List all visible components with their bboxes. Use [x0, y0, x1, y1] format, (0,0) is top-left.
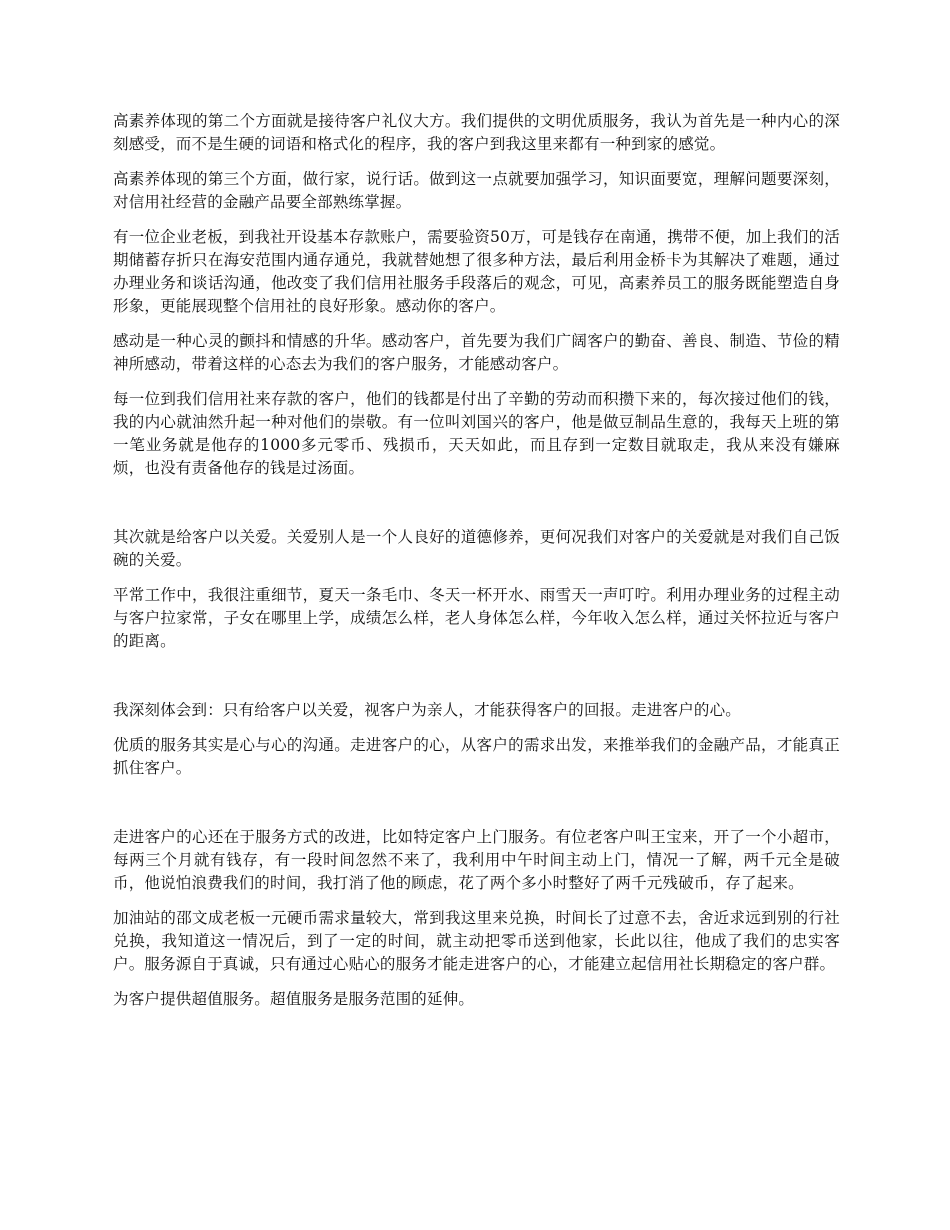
- paragraph: 有一位企业老板，到我社开设基本存款账户，需要验资50万，可是钱存在南通，携带不便，加上我们的活期储蓄存折只在海安范围内通存通兑，我就替她想了很多种方法，最后利用金桥卡为其解决了难题，通过办理业务和谈话沟通，他改变了我们信用社服务手段落后的观念，可见，高素养员工的服务既能塑造自身形象，更能展现整个信用社的良好形象。感动你的客户。: [113, 228, 840, 315]
- paragraph: 平常工作中，我很注重细节，夏天一条毛巾、冬天一杯开水、雨雪天一声叮咛。利用办理业务的过程主动与客户拉家常，子女在哪里上学，成绩怎么样，老人身体怎么样，今年收入怎么样，通过关怀拉近与客户的距离。: [113, 586, 840, 650]
- paragraph: 为客户提供超值服务。超值服务是服务范围的延伸。: [113, 990, 475, 1008]
- document-body: [113, 110, 840, 1023]
- paragraph: 优质的服务其实是心与心的沟通。走进客户的心，从客户的需求出发，来推举我们的金融产品，才能真正抓住客户。: [113, 736, 840, 777]
- paragraph: 走进客户的心还在于服务方式的改进，比如特定客户上门服务。有位老客户叫王宝来，开了一个小超市，每两三个月就有钱存，有一段时间忽然不来了，我利用中午时间主动上门，情况一了解，两千元全是破币，他说怕浪费我们的时间，我打消了他的顾虑，花了两个多小时整好了两千元残破币，存了起来。: [113, 828, 840, 892]
- paragraph: 每一位到我们信用社来存款的客户，他们的钱都是付出了辛勤的劳动而积攒下来的，每次接过他们的钱，我的内心就油然升起一种对他们的崇敬。有一位叫刘国兴的客户，他是做豆制品生意的，我每天上班的第一笔业务就是他存的1000多元零币、残损币，天天如此，而且存到一定数目就取走，我从来没有嫌麻烦，也没有责备他存的钱是过汤面。: [113, 390, 840, 477]
- paragraph: 高素养体现的第三个方面，做行家，说行话。做到这一点就要加强学习，知识面要宽，理解问题要深刻，对信用社经营的金融产品要全部熟练掌握。: [113, 170, 840, 211]
- paragraph: 加油站的邵文成老板一元硬币需求量较大，常到我这里来兑换，时间长了过意不去，舍近求远到别的行社兑换，我知道这一情况后，到了一定的时间，就主动把零币送到他家，长此以往，他成了我们的忠实客户。服务源自于真诚，只有通过心贴心的服务才能走进客户的心，才能建立起信用社长期稳定的客户群。: [113, 909, 840, 973]
- paragraph: 我深刻体会到：只有给客户以关爱，视客户为亲人，才能获得客户的回报。走进客户的心。: [113, 701, 742, 719]
- paragraph: 感动是一种心灵的颤抖和情感的升华。感动客户，首先要为我们广阔客户的勤奋、善良、制造、节俭的精神所感动，带着这样的心态去为我们的客户服务，才能感动客户。: [113, 332, 840, 373]
- paragraph: 高素养体现的第二个方面就是接待客户礼仪大方。我们提供的文明优质服务，我认为首先是一种内心的深刻感受，而不是生硬的词语和格式化的程序，我的客户到我这里来都有一种到家的感觉。: [113, 112, 840, 153]
- paragraph: 其次就是给客户以关爱。关爱别人是一个人良好的道德修养，更何况我们对客户的关爱就是对我们自己饭碗的关爱。: [113, 528, 840, 569]
